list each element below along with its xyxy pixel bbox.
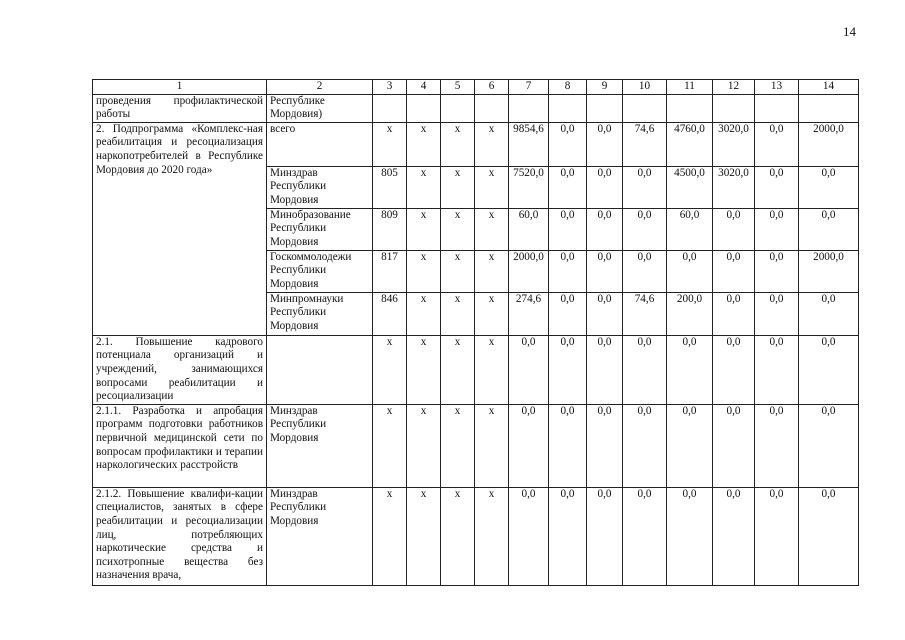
table-cell: 0,0 (755, 404, 799, 487)
table-cell: 0,0 (755, 166, 799, 208)
table-cell (407, 94, 441, 122)
table-cell: x (407, 487, 441, 585)
table-cell (587, 94, 623, 122)
table-cell: 0,0 (549, 166, 587, 208)
table-cell: 0,0 (587, 292, 623, 335)
table-cell: 0,0 (623, 208, 667, 250)
header-cell: 10 (623, 80, 667, 95)
table-cell: x (475, 208, 509, 250)
table-cell: 0,0 (755, 208, 799, 250)
table-cell: x (441, 404, 475, 487)
table-header-row (93, 80, 859, 95)
table-cell (713, 94, 755, 122)
table-cell (799, 94, 859, 122)
table-cell: x (475, 250, 509, 292)
row-description: 2.1.2. Повышение квалифи-кации специалистов, занятых в сфере реабилитации и ресоциализации лиц, потребляющих наркотические средства и психотропные вещества без назначения врача, (93, 487, 267, 585)
program-table (92, 79, 859, 586)
header-cell: 2 (267, 80, 373, 95)
table-row (93, 487, 859, 585)
table-cell: 0,0 (667, 487, 713, 585)
subprogram-description: 2. Подпрограмма «Комплекс-ная реабилитация и ресоциализация наркопотребителей в Республике Мордовия до 2020 года» (93, 122, 267, 335)
table-cell: x (475, 166, 509, 208)
table-cell: 0,0 (623, 487, 667, 585)
table-cell: 60,0 (509, 208, 549, 250)
table-cell: 0,0 (667, 404, 713, 487)
table-cell: x (407, 292, 441, 335)
table-cell (475, 94, 509, 122)
table-cell: 4760,0 (667, 122, 713, 166)
table-cell: x (407, 335, 441, 404)
table-row (93, 122, 859, 166)
header-cell: 8 (549, 80, 587, 95)
table-row (93, 335, 859, 404)
table-cell: x (475, 487, 509, 585)
table-cell: x (475, 335, 509, 404)
table-cell: 0,0 (755, 250, 799, 292)
table-cell: x (373, 122, 407, 166)
table-cell: 3020,0 (713, 166, 755, 208)
table-cell: 4500,0 (667, 166, 713, 208)
table-row (93, 404, 859, 487)
table-cell: x (475, 122, 509, 166)
table-cell: x (441, 487, 475, 585)
table-cell: x (407, 166, 441, 208)
row-description: проведения профилактической работы (93, 94, 267, 122)
table-cell: 0,0 (623, 250, 667, 292)
table-cell (549, 94, 587, 122)
table-cell (373, 94, 407, 122)
table-cell: 9854,6 (509, 122, 549, 166)
header-cell: 9 (587, 80, 623, 95)
row-executor: Минздрав Республики Мордовия (267, 404, 373, 487)
table-cell: 0,0 (587, 166, 623, 208)
table-cell: 0,0 (667, 335, 713, 404)
table-cell: 0,0 (549, 292, 587, 335)
table-cell: 0,0 (549, 250, 587, 292)
table-cell: 0,0 (509, 335, 549, 404)
table-cell: 0,0 (667, 250, 713, 292)
table-cell: 0,0 (799, 208, 859, 250)
table-cell: 0,0 (799, 292, 859, 335)
row-executor: Республике Мордовия) (267, 94, 373, 122)
table-cell: 0,0 (587, 487, 623, 585)
table-cell: x (441, 166, 475, 208)
header-cell: 11 (667, 80, 713, 95)
table-cell (623, 94, 667, 122)
table-cell: 0,0 (587, 404, 623, 487)
table-cell: 0,0 (587, 208, 623, 250)
table-cell: 74,6 (623, 292, 667, 335)
table-cell: 2000,0 (799, 122, 859, 166)
table-cell: 0,0 (549, 208, 587, 250)
table-cell: 7520,0 (509, 166, 549, 208)
header-cell: 6 (475, 80, 509, 95)
row-executor (267, 335, 373, 404)
table-cell: 0,0 (549, 487, 587, 585)
table-cell: x (475, 404, 509, 487)
table-cell: 846 (373, 292, 407, 335)
table-cell: 0,0 (549, 404, 587, 487)
row-description: 2.1. Повышение кадрового потенциала организаций и учреждений, занимающихся вопросами реабилитации и ресоциализации (93, 335, 267, 404)
table-cell: 0,0 (549, 122, 587, 166)
header-cell: 7 (509, 80, 549, 95)
row-executor: Минздрав Республики Мордовия (267, 487, 373, 585)
table-cell: 0,0 (755, 335, 799, 404)
table-cell: 2000,0 (799, 250, 859, 292)
table-cell (755, 94, 799, 122)
row-executor: Минпромнауки Республики Мордовия (267, 292, 373, 335)
header-cell: 5 (441, 80, 475, 95)
table-cell: 0,0 (799, 487, 859, 585)
row-executor: Минздрав Республики Мордовия (267, 166, 373, 208)
header-cell: 12 (713, 80, 755, 95)
table-cell: 0,0 (713, 404, 755, 487)
table-cell: 0,0 (799, 404, 859, 487)
row-executor: всего (267, 122, 373, 166)
page-number: 14 (843, 24, 856, 39)
row-executor: Госкоммолодежи Республики Мордовия (267, 250, 373, 292)
table-cell: 0,0 (587, 250, 623, 292)
table-cell: x (407, 122, 441, 166)
table-cell: x (407, 404, 441, 487)
row-executor: Минобразование Республики Мордовия (267, 208, 373, 250)
table-cell: x (407, 250, 441, 292)
table-cell: 0,0 (799, 335, 859, 404)
table-cell: x (441, 335, 475, 404)
table-cell: 0,0 (755, 292, 799, 335)
table-cell: 3020,0 (713, 122, 755, 166)
table-cell: x (373, 335, 407, 404)
table-cell: x (441, 292, 475, 335)
table-cell: 0,0 (509, 487, 549, 585)
table-cell: x (441, 250, 475, 292)
table-cell: 817 (373, 250, 407, 292)
header-cell: 14 (799, 80, 859, 95)
table-cell: 60,0 (667, 208, 713, 250)
header-cell: 13 (755, 80, 799, 95)
table-cell: 0,0 (799, 166, 859, 208)
table-cell: 2000,0 (509, 250, 549, 292)
table-cell (509, 94, 549, 122)
table-cell: x (373, 487, 407, 585)
table-cell: 0,0 (509, 404, 549, 487)
table-cell: x (441, 208, 475, 250)
table-cell: 0,0 (587, 122, 623, 166)
table-cell: 0,0 (713, 208, 755, 250)
table-cell (441, 94, 475, 122)
table-cell: 0,0 (713, 250, 755, 292)
table-cell: x (441, 122, 475, 166)
table-cell: 0,0 (623, 404, 667, 487)
table-cell: 74,6 (623, 122, 667, 166)
table-cell: x (407, 208, 441, 250)
header-cell: 3 (373, 80, 407, 95)
table-cell: 0,0 (713, 487, 755, 585)
table-cell: 0,0 (755, 487, 799, 585)
table-cell: 0,0 (713, 292, 755, 335)
table-cell (667, 94, 713, 122)
row-description: 2.1.1. Разработка и апробация программ подготовки работников первичной медицинской сети по вопросам профилактики и терапии наркологических расстройств (93, 404, 267, 487)
table-row (93, 94, 859, 122)
table-cell: 0,0 (587, 335, 623, 404)
table-cell: 0,0 (623, 335, 667, 404)
table-cell: 805 (373, 166, 407, 208)
table-cell: 0,0 (623, 166, 667, 208)
header-cell: 4 (407, 80, 441, 95)
table-cell: 0,0 (755, 122, 799, 166)
table-cell: x (373, 404, 407, 487)
table-cell: 0,0 (549, 335, 587, 404)
table-cell: 809 (373, 208, 407, 250)
table-cell: 200,0 (667, 292, 713, 335)
table-cell: 274,6 (509, 292, 549, 335)
table-cell: 0,0 (713, 335, 755, 404)
table-cell: x (475, 292, 509, 335)
header-cell: 1 (93, 80, 267, 95)
